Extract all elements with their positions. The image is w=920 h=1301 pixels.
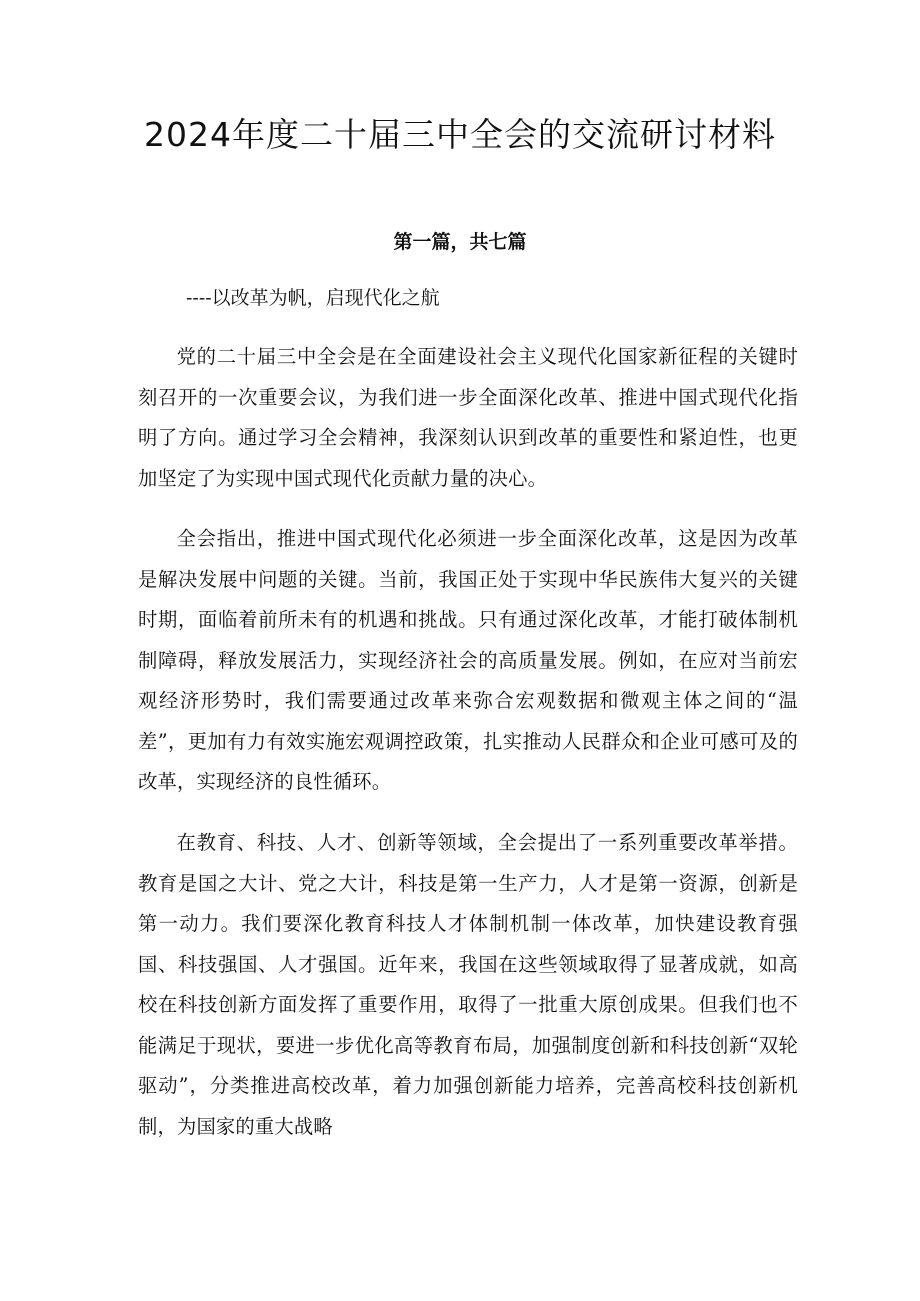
- body-paragraph-2: 全会指出，推进中国式现代化必须进一步全面深化改革，这是因为改革是解决发展中问题的关键。当前，我国正处于实现中华民族伟大复兴的关键时期，面临着前所未有的机遇和挑战。只有通过深化改革，才能打破体制机制障碍，释放发展活力，实现经济社会的高质量发展。例如，在应对当前宏观经济形势时，我们需要通过改革来弥合宏观数据和微观主体之间的“温差”，更加有力有效实施宏观调控政策，扎实推动人民群众和企业可感可及的改革，实现经济的良性循环。: [138, 527, 798, 793]
- body-paragraph-1: 党的二十届三中全会是在全面建设社会主义现代化国家新征程的关键时刻召开的一次重要会议，为我们进一步全面深化改革、推进中国式现代化指明了方向。通过学习全会精神，我深刻认识到改革的重要性和紧迫性，也更加坚定了为实现中国式现代化贡献力量的决心。: [138, 345, 798, 490]
- document-subtitle: ----以改革为帆，启现代化之航: [186, 287, 440, 309]
- document-title: 2024年度二十届三中全会的交流研讨材料: [144, 115, 776, 154]
- body-paragraph-3: 在教育、科技、人才、创新等领域，全会提出了一系列重要改革举措。教育是国之大计、党之大计，科技是第一生产力，人才是第一资源，创新是第一动力。我们要深化教育科技人才体制机制一体改革，加快建设教育强国、科技强国、人才强国。近年来，我国在这些领域取得了显著成就，如高校在科技创新方面发挥了重要作用，取得了一批重大原创成果。但我们也不能满足于现状，要进一步优化高等教育布局，加强制度创新和科技创新“双轮驱动”，分类推进高校改革，着力加强创新能力培养，完善高校科技创新机制，为国家的重大战略: [138, 831, 798, 1138]
- section-heading: 第一篇，共七篇: [393, 231, 527, 253]
